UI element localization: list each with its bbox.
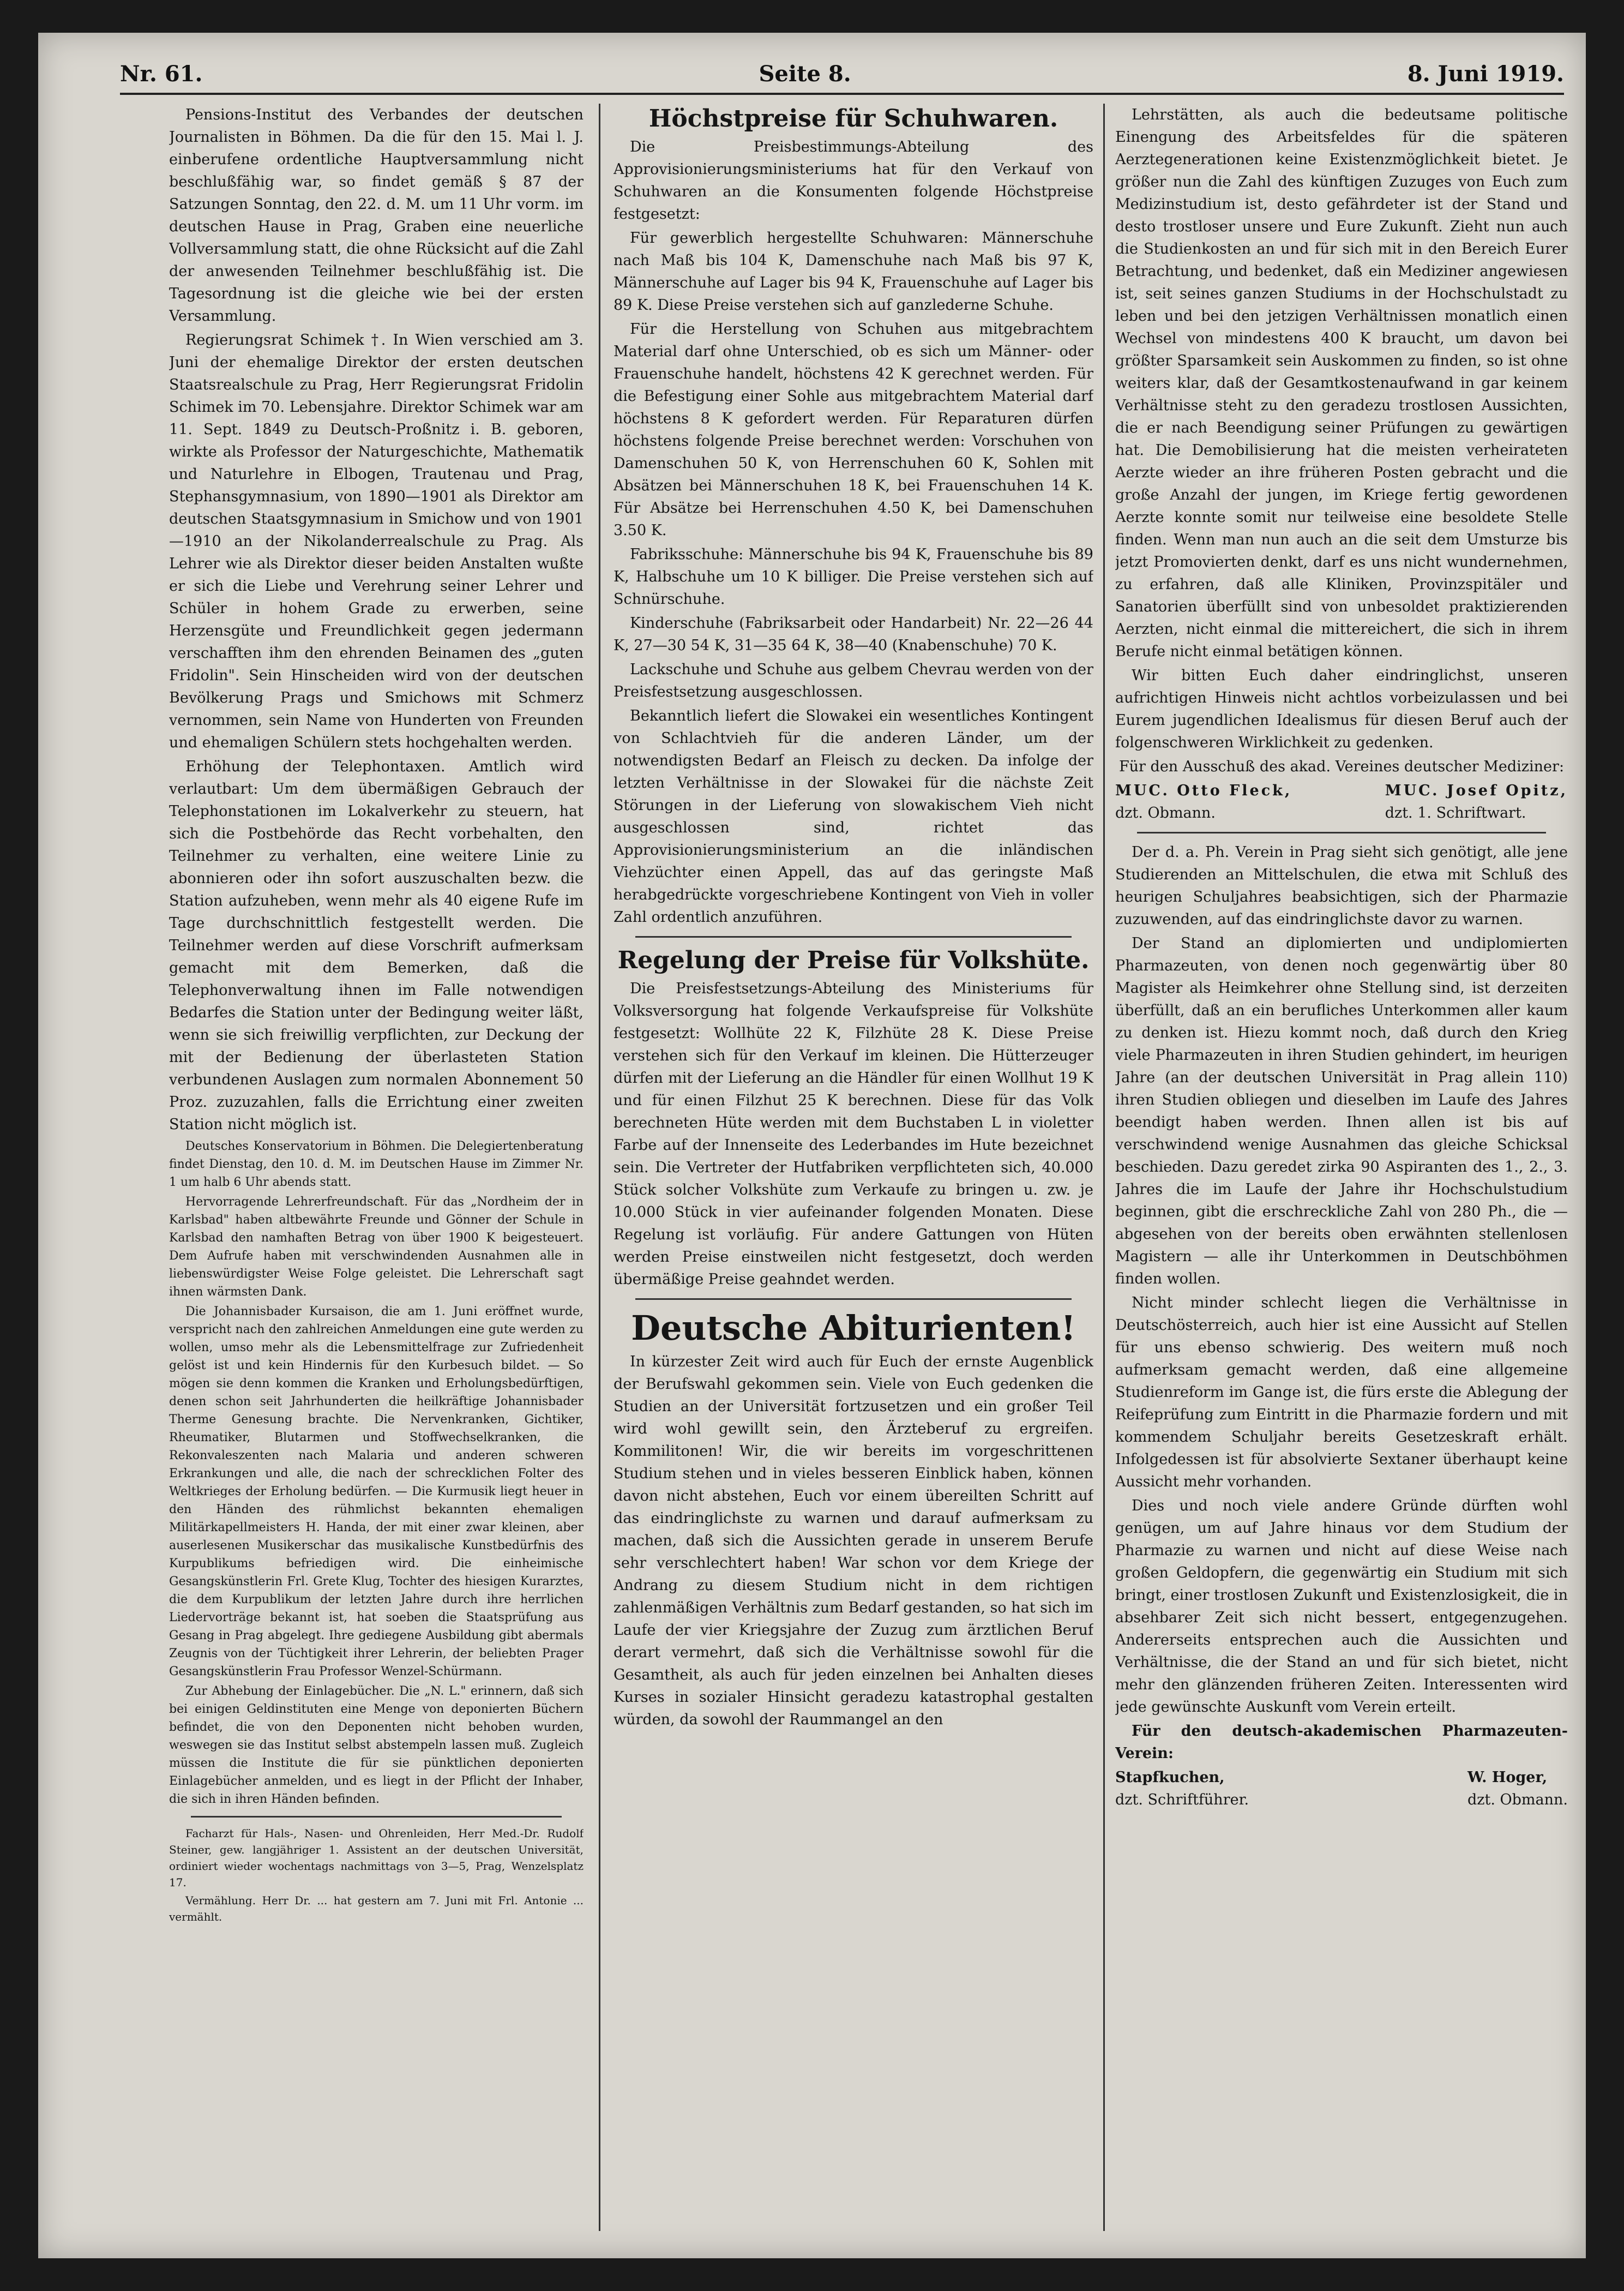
notice-konservatorium: Deutsches Konservatorium in Böhmen. Die Delegiertenberatung findet Dienstag, den 10. d. M. im Deutschen Hause im Zimmer Nr. 1 um halb 6 Uhr abends statt. — [169, 1139, 584, 1189]
issue-number: Nr. 61. — [120, 61, 203, 87]
column-rule — [599, 104, 600, 2231]
paragraph: Für gewerblich hergestellte Schuhwaren: Männerschuhe nach Maß bis 104 K, Damenschuhe nach Maß bis 97 K, Männerschuhe auf Lager bis 94 K, Frauenschuhe auf Lager bis 89 K. Diese Preise verstehen sich auf ganzlederne Schuhe. — [613, 230, 1093, 314]
signature-block — [1115, 779, 1568, 824]
paragraph: Der Stand an diplomierten und undiplomierten Pharmazeuten, von denen noch gegenwärtig über 80 Magister als Heimkehrer ohne Stellung sind, ist derzeiten überfüllt, daß an ein berufliches Unterkommen aller kaum zu denken ist. Hiezu kommt noch, daß durch den Krieg viele Pharmazeuten in ihren Studien gehindert, im heurigen Jahre (an der deutschen Universität in Prag allein 110) ihren Studien obliegen und dieselben im Laufe des Jahres beendigt haben werden. Ihnen allen ist bis auf verschwindend wenige Ausnahmen das gleiche Schicksal beschieden. Dazu geredet zirka 90 Aspiranten des 1., 2., 3. Jahres die im Laufe der Jahre ihr Hochschulstudium beginnen, gibt die erschreckliche Zahl von 280 Ph., die — abgesehen von der bereits oben erwähnten stellenlosen Magistern — alle ihr Unterkommen in Deutschböhmen finden wollen. — [1115, 935, 1568, 1287]
divider — [635, 936, 1072, 938]
notice-facharzt: Facharzt für Hals-, Nasen- und Ohrenleiden, Herr Med.-Dr. Rudolf Steiner, gew. langjähriger 1. Assistent an der deutschen Universität, ordiniert wieder wochentags nachmittags von 3—5, Prag, Wenzelsplatz 17. — [169, 1827, 584, 1889]
paragraph: Für die Herstellung von Schuhen aus mitgebrachtem Material darf ohne Unterschied, ob es sich um Männer- oder Frauenschuhe handelt, höchstens 42 K gerechnet werden. Für die Befestigung einer Sohle aus mitgebrachtem Material darf höchstens 8 K gefordert werden. Für Reparaturen dürfen höchstens folgende Preise berechnet werden: Vorschuhen von Damenschuhen 50 K, von Herrenschuhen 60 K, Sohlen mit Absätzen bei Männerschuhen 18 K, bei Frauenschuhen 14 K. Für Absätze bei Herrenschuhen 4.50 K, bei Damenschuhen 3.50 K. — [613, 321, 1093, 539]
signatory-role: dzt. Schriftführer. — [1115, 1791, 1249, 1808]
issue-date: 8. Juni 1919. — [1407, 61, 1564, 87]
signatory-role: dzt. Obmann. — [1115, 805, 1216, 821]
paragraph: Die Preisbestimmungs-Abteilung des Approvisionierungsministeriums hat für den Verkauf von Schuhwaren an die Konsumenten folgende Höchstpreise festgesetzt: — [613, 139, 1093, 223]
signature-block — [1115, 1766, 1568, 1811]
divider — [635, 1298, 1072, 1300]
headline-volkshuete: Regelung der Preise für Volkshüte. — [617, 946, 1090, 974]
paragraph: Bekanntlich liefert die Slowakei ein wesentliches Kontingent von Schlachtvieh für die anderen Länder, um der notwendigsten Bedarf an Fleisch zu decken. Da infolge der letzten Verhältnisse in der Slowakei für die nächste Zeit Störungen in der Lieferung von slowakischem Vieh nicht ausgeschlossen sind, richtet das Approvisionierungsministerium an die inländischen Viehzüchter einen Appell, das auf das geringste Maß herabgedrückte vorgeschriebene Kontingent von Vieh in voller Zahl ordentlich anzuführen. — [613, 707, 1093, 926]
divider — [1137, 832, 1546, 833]
notice-vermaehlung: Vermählung. Herr Dr. ... hat gestern am 7. Juni mit Frl. Antonie ... vermählt. — [169, 1894, 584, 1923]
paragraph: Kinderschuhe (Fabriksarbeit oder Handarbeit) Nr. 22—26 44 K, 27—30 54 K, 31—35 64 K, 38—40 (Knabenschuhe) 70 K. — [613, 615, 1093, 654]
paragraph: Wir bitten Euch daher eindringlichst, unseren aufrichtigen Hinweis nicht achtlos vorbeizulassen und bei Eurem jugendlichen Idealismus für diesen Beruf auch der folgenschweren Wirklichkeit zu gedenken. — [1115, 667, 1568, 751]
paragraph: Nicht minder schlecht liegen die Verhältnisse in Deutschösterreich, auch hier ist eine Aussicht auf Stellen für uns ebenso schwierig. Des weitern muß noch aufmerksam gemacht werden, daß eine allgemeine Studienreform im Gange ist, die fürs erste die Ablegung der Reifeprüfung zum Eintritt in die Pharmazie fordern und mit kommendem Schuljahr bereits Gesetzeskraft erhält. Infolgedessen ist für absolvierte Sextaner überhaupt keine Aussicht mehr vorhanden. — [1115, 1294, 1568, 1490]
notice-einlagebuecher: Zur Abhebung der Einlagebücher. Die „N. L." erinnern, daß sich bei einigen Geldinstituten eine Menge von deponierten Büchern befindet, die von den Deponenten nicht behoben wurden, weswegen sie das Institut selbst abstempeln lassen muß. Zugleich müssen die Institute die für sie pünktlichen deponierten Einlagebücher anmelden, und es liegt in der Pflicht der Inhaber, die sich in ihren Händen befinden. — [169, 1684, 584, 1806]
signature-title: Für den deutsch-akademischen Pharmazeuten-Verein: — [1115, 1723, 1568, 1762]
page-number: Seite 8. — [759, 61, 851, 87]
paragraph: Dies und noch viele andere Gründe dürften wohl genügen, um auf Jahre hinaus vor dem Studium der Pharmazie zu warnen und nicht auf diese Weise nach großen Geldopfern, die gegenwärtig ein Studium mit sich bringt, einer trostlosen Zukunft und Existenzlosigkeit, die in absehbarer Zeit sich nicht bessert, entgegenzugehen. Andererseits entsprechen auch die Aussichten und Verhältnisse, die der Stand an und für sich bietet, nicht mehr den glänzenden früheren Zeiten. Interessenten wird jede gewünschte Auskunft vom Verein erteilt. — [1115, 1497, 1568, 1716]
headline-abiturienten: Deutsche Abiturienten! — [631, 1308, 1076, 1348]
signatory-name: W. Hoger, — [1467, 1769, 1548, 1786]
signatory-role: dzt. 1. Schriftwart. — [1385, 805, 1526, 821]
signatory-name: MUC. Otto Fleck, — [1115, 782, 1292, 799]
newspaper-page — [38, 33, 1586, 2258]
paragraph: Fabriksschuhe: Männerschuhe bis 94 K, Frauenschuhe bis 89 K, Halbschuhe um 10 K billiger. Die Preise verstehen sich auf Schnürschuhe. — [613, 546, 1093, 608]
divider — [191, 1816, 562, 1818]
column-2 — [613, 104, 1093, 2231]
signatory-role: dzt. Obmann. — [1467, 1791, 1568, 1808]
article-telephone-taxes: Erhöhung der Telephontaxen. Amtlich wird verlautbart: Um dem übermäßigen Gebrauch der Telephonstationen im Lokalverkehr zu steuern, hat sich die Postbehörde das Recht vorbehalten, den Teilnehmer zu verhalten, eine weitere Linie zu abonnieren oder ihn sofort auszuschalten bezw. die Station aufzuheben, wenn mehr als 40 eigene Rufe im Tage durchschnittlich festgestellt werden. Die Teilnehmer werden auf diese Vorschrift aufmerksam gemacht mit dem Bemerken, daß die Telephonverwaltung ihnen im Falle notwendigen Bedarfes die Station unter der Bedingung weiter läßt, wenn sie sich freiwillig verpflichten, zur Deckung der mit der Bedienung der überlasteten Station verbundenen Auslagen zum normalen Abonnement 50 Proz. zuzuzahlen, falls die Errichtung einer zweiten Station nicht möglich ist. — [169, 758, 584, 1133]
paragraph: Lehrstätten, als auch die bedeutsame politische Einengung des Arbeitsfeldes für die späteren Aerztegenerationen keine Existenzmöglichkeit bietet. Je größer nun die Zahl des künftigen Zuzuges von Euch zum Medizinstudium ist, desto gefährdeter ist der Stand und desto trostloser unsere und Eure Zukunft. Zieht nun auch die Studienkosten an und für sich mit in den Bereich Eurer Betrachtung, und bedenket, daß ein Mediziner angewiesen ist, seit seines ganzen Studiums in der Hochschulstadt zu leben und bei den jetzigen Verhältnissen monatlich einen Wechsel von mindestens 400 K braucht, um davon bei größter Sparsamkeit sein Auskommen zu finden, so ist ohne weiters klar, daß der Gesamtkostenaufwand in gar keinem Verhältnisse steht zu den geradezu trostlosen Aussichten, die er nach Beendigung seiner Prüfungen zu gewärtigen hat. Die Demobilisierung hat die meisten verheirateten Aerzte wieder an ihre früheren Posten gebracht und die große Anzahl der jungen, im Kriege fertig gewordenen Aerzte konnte somit nur teilweise eine besoldete Stelle finden. Wenn man nun auch an die seit dem Umsturze bis jetzt Promovierten denkt, darf es uns nicht wundernehmen, zu erfahren, daß alle Kliniken, Provinzspitäler und Sanatorien überfüllt sind von unbesoldet praktizierenden Aerzten, nicht einmal die mittereichert, die sich in ihrem Berufe nicht einmal betätigen können. — [1115, 106, 1568, 660]
page-header — [120, 55, 1564, 95]
article-pensions-institut: Pensions-Institut des Verbandes der deutschen Journalisten in Böhmen. Da die für den 15. Mai l. J. einberufene ordentliche Hauptversammlung nicht beschlußfähig war, so findet gemäß § 87 der Satzungen Sonntag, den 22. d. M. um 11 Uhr vorm. im deutschen Hause in Prag, Graben eine neuerliche Vollversammlung statt, die ohne Rücksicht auf die Zahl der anwesenden Teilnehmer beschlußfähig ist. Die Tagesordnung ist die gleiche wie bei der ersten Versammlung. — [169, 106, 584, 325]
column-3 — [1115, 104, 1568, 2231]
column-rule — [1103, 104, 1105, 2231]
paragraph: Die Preisfestsetzungs-Abteilung des Ministeriums für Volksversorgung hat folgende Verkaufspreise für Volkshüte festgesetzt: Wollhüte 22 K, Filzhüte 28 K. Diese Preise verstehen sich für den Verkauf im kleinen. Die Hütterzeuger dürfen mit der Lieferung an die Händler für einen Wollhut 19 K und für einen Filzhut 25 K berechnen. Diese für das Volk berechneten Hüte werden mit dem Buchstaben L in violetter Farbe auf der Innenseite des Lederbandes im Hute bezeichnet sein. Die Vertreter der Hutfabriken verpflichteten sich, 40.000 Stück solcher Volkshüte zum Verkaufe zu bringen u. zw. je 10.000 Stück in vier aufeinander folgenden Monaten. Diese Regelung ist vorläufig. Für andere Gattungen von Hüten werden Preise einstweilen nicht festgesetzt, doch werden übermäßige Preise geahndet werden. — [613, 980, 1093, 1288]
signatory-name: MUC. Josef Opitz, — [1385, 782, 1568, 799]
signature-title: Für den Ausschuß des akad. Vereines deutscher Mediziner: — [1118, 758, 1565, 775]
paragraph: Der d. a. Ph. Verein in Prag sieht sich genötigt, alle jene Studierenden an Mittelschulen, die etwa mit Schluß des heurigen Schuljahres beabsichtigen, sich der Pharmazie zuzuwenden, auf das eindringlichste davor zu warnen. — [1115, 844, 1568, 928]
article-schimek-obituary: Regierungsrat Schimek †. In Wien verschied am 3. Juni der ehemalige Direktor der ersten deutschen Staatsrealschule zu Prag, Herr Regierungsrat Fridolin Schimek im 70. Lebensjahre. Direktor Schimek war am 11. Sept. 1849 zu Deutsch-Proßnitz i. B. geboren, wirkte als Professor der Naturgeschichte, Mathematik und Naturlehre in Elbogen, Trautenau und Prag, Stephansgymnasium, von 1890—1901 als Direktor am deutschen Staatsgymnasium in Smichow und von 1901—1910 an der Nikolanderrealschule zu Prag. Als Lehrer wie als Direktor dieser beiden Anstalten wußte er sich die Liebe und Verehrung seiner Lehrer und Schüler in hohem Grade zu erwerben, seine Herzensgüte und Freundlichkeit gegen jedermann verschafften ihm den ehrenden Beinamen des „guten Fridolin". Sein Hinscheiden wird von der deutschen Bevölkerung Prags und Smichows mit Schmerz vernommen, sein Name von Hunderten von Freunden und ehemaligen Schülern stets hochgehalten werden. — [169, 332, 584, 751]
paragraph: In kürzester Zeit wird auch für Euch der ernste Augenblick der Berufswahl gekommen sein. Viele von Euch gedenken die Studien an der Universität fortzusetzen und ein großer Teil wird wohl gewillt sein, den Ärzteberuf zu ergreifen. Kommilitonen! Wir, die wir bereits im vorgeschrittenen Studium stehen und in vieles besseren Einblick haben, können davon nicht abstehen, Euch vor einem übereilten Schritt auf das eindringlichste zu warnen und darauf aufmerksam zu machen, daß sich die Aussichten gerade in unserem Berufe sehr verschlechtert haben! War schon vor dem Kriege der Andrang zu diesem Studium nicht in dem richtigen zahlenmäßigen Verhältnis zum Bedarf gestanden, so hat sich im Laufe der vier Kriegsjahre der Zuzug zum ärztlichen Beruf derart vermehrt, daß sich die Verhältnisse sowohl für die Gesamtheit, als auch für jeden einzelnen bei Anhalten dieses Kurses in sozialer Hinsicht geradezu katastrophal gestalten würden, da sowohl der Raummangel an den — [613, 1353, 1093, 1728]
column-1 — [169, 104, 584, 2231]
signatory-name: Stapfkuchen, — [1115, 1769, 1225, 1786]
paragraph: Lackschuhe und Schuhe aus gelbem Chevrau werden von der Preisfestsetzung ausgeschlossen. — [613, 661, 1093, 700]
notice-lehrerfreundschaft: Hervorragende Lehrerfreundschaft. Für das „Nordheim der in Karlsbad" haben altbewährte Freunde und Gönner der Schule in Karlsbad den namhaften Betrag von über 1900 K beigesteuert. Dem Aufrufe haben mit verschwindenden Ausnahmen alle in liebenswürdigster Weise Folge geleistet. Die Lehrerschaft sagt ihnen wärmsten Dank. — [169, 1195, 584, 1299]
notice-johannisbad: Die Johannisbader Kursaison, die am 1. Juni eröffnet wurde, verspricht nach den zahlreichen Anmeldungen eine gute werden zu wollen, umso mehr als die Lebensmittelfrage zur Zufriedenheit gelöst ist und kein Hindernis für den Kurbesuch bildet. — So mögen sie denn kommen die Kranken und Erholungsbedürftigen, denen schon seit Jahrhunderten die heilkräftige Johannisbader Therme Genesung brachte. Die Nervenkranken, Gichtiker, Rheumatiker, Blutarmen und Stoffwechselkranken, die Rekonvaleszenten nach Malaria und anderen schweren Erkrankungen und alle, die nach der schrecklichen Folter des Weltkrieges der Erholung bedürfen. — Die Kurmusik liegt heuer in den Händen des rühmlichst bekannten ehemaligen Militärkapellmeisters H. Handa, der mit einer zwar kleinen, aber auserlesenen Musikerschar das musikalische Kunstbedürfnis des Kurpublikums befriedigen wird. Die einheimische Gesangskünstlerin Frl. Grete Klug, Tochter des hiesigen Kurarztes, die dem Kurpublikum der letzten Jahre durch ihre herrlichen Liedervorträge bekannt ist, hat soeben die Staatsprüfung aus Gesang in Prag abgelegt. Ihre gediegene Ausbildung gibt abermals Zeugnis von der Tüchtigkeit ihrer Lehrerin, der beliebten Prager Gesangskünstlerin Frau Professor Wenzel-Schürmann. — [169, 1305, 584, 1678]
headline-schuhwaren: Höchstpreise für Schuhwaren. — [648, 105, 1058, 133]
